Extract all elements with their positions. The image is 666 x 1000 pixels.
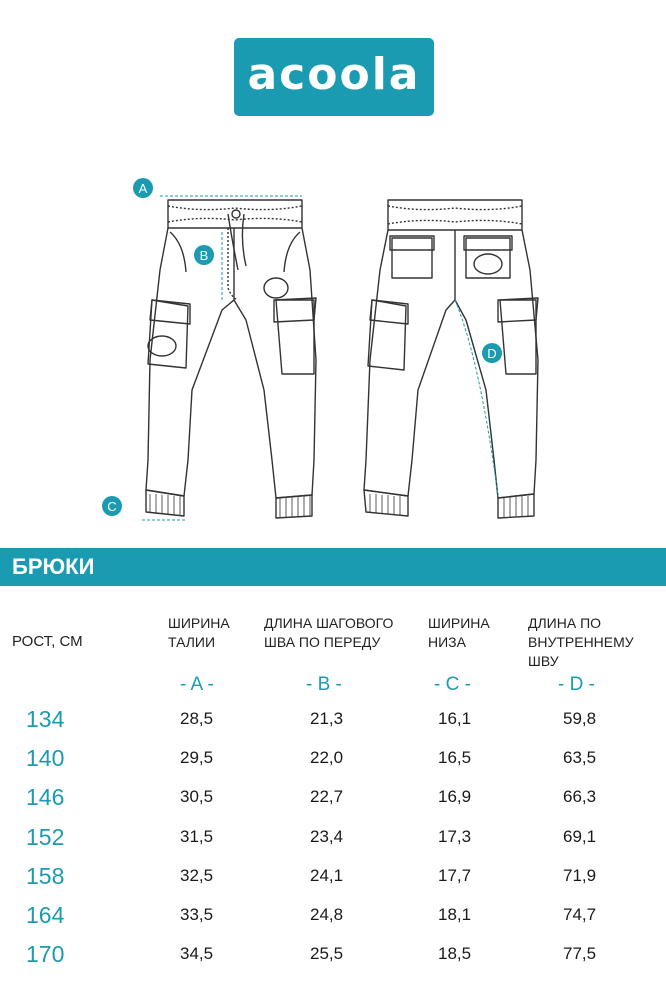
column-header-c: ШИРИНА НИЗА	[428, 615, 490, 650]
measure-marker-b	[194, 245, 214, 265]
column-header-a: ШИРИНА ТАЛИИ	[168, 615, 230, 650]
hem-width-value: 16,9	[438, 787, 472, 807]
height-value: 158	[26, 862, 65, 889]
front-rise-value: 24,1	[310, 865, 344, 885]
hem-width-value: 18,1	[438, 904, 472, 924]
section-title-bar	[0, 548, 666, 586]
table-row	[0, 782, 666, 821]
inseam-value: 63,5	[563, 748, 597, 768]
inseam-value: 74,7	[563, 904, 597, 924]
column-letter-c: - C -	[434, 674, 471, 695]
height-value: 164	[26, 901, 65, 928]
front-rise-value: 25,5	[310, 944, 344, 964]
front-rise-value: 22,7	[310, 787, 344, 807]
hem-width-value: 18,5	[438, 944, 472, 964]
inseam-value: 66,3	[563, 787, 597, 807]
table-row	[0, 743, 666, 782]
size-table-body	[0, 704, 666, 978]
waist-width-value: 30,5	[180, 787, 214, 807]
row-header-height: РОСТ, СМ	[12, 633, 83, 650]
height-value: 152	[26, 823, 65, 850]
table-row	[0, 939, 666, 978]
brand-logo	[234, 38, 434, 116]
hem-width-value: 17,7	[438, 865, 472, 885]
waist-width-value: 32,5	[180, 865, 214, 885]
measure-marker-d	[482, 343, 502, 363]
pants-front-view	[146, 200, 316, 518]
column-letter-b: - B -	[306, 674, 342, 695]
column-letter-a: - A -	[180, 674, 214, 695]
logo-text: acoola	[247, 49, 421, 100]
table-row	[0, 861, 666, 900]
measure-marker-a	[133, 178, 153, 198]
table-row	[0, 900, 666, 939]
column-header-b: ДЛИНА ШАГОВОГО ШВА ПО ПЕРЕДУ	[264, 615, 394, 650]
inseam-value: 71,9	[563, 865, 597, 885]
height-value: 134	[26, 706, 65, 732]
height-value: 170	[26, 941, 65, 968]
pants-back-view	[364, 200, 538, 518]
inseam-value: 69,1	[563, 826, 597, 846]
svg-text:D: D	[487, 346, 497, 361]
hem-width-value: 17,3	[438, 826, 472, 846]
pants-measurement-diagram	[0, 160, 666, 540]
measure-marker-c	[102, 496, 122, 516]
height-value: 140	[26, 745, 65, 772]
svg-text:B: B	[199, 248, 209, 263]
height-value: 146	[26, 784, 65, 811]
front-rise-value: 21,3	[310, 709, 344, 728]
waist-width-value: 31,5	[180, 826, 214, 846]
hem-width-value: 16,1	[438, 709, 472, 728]
inseam-value: 59,8	[563, 709, 597, 728]
waist-width-value: 33,5	[180, 904, 214, 924]
waist-width-value: 28,5	[180, 709, 214, 728]
table-row	[0, 704, 666, 743]
hem-width-value: 16,5	[438, 748, 472, 768]
front-rise-value: 24,8	[310, 904, 344, 924]
waist-width-value: 29,5	[180, 748, 214, 768]
column-header-d: ДЛИНА ПО ВНУТРЕННЕМУ ШВУ	[528, 615, 634, 669]
column-letter-d: - D -	[558, 674, 595, 695]
table-row	[0, 822, 666, 861]
inseam-value: 77,5	[563, 944, 597, 964]
front-rise-value: 23,4	[310, 826, 344, 846]
waist-width-value: 34,5	[180, 944, 214, 964]
section-title: БРЮКИ	[12, 554, 95, 579]
svg-text:C: C	[107, 499, 117, 514]
svg-text:A: A	[138, 181, 148, 196]
measure-line-d	[455, 300, 498, 496]
front-rise-value: 22,0	[310, 748, 344, 768]
